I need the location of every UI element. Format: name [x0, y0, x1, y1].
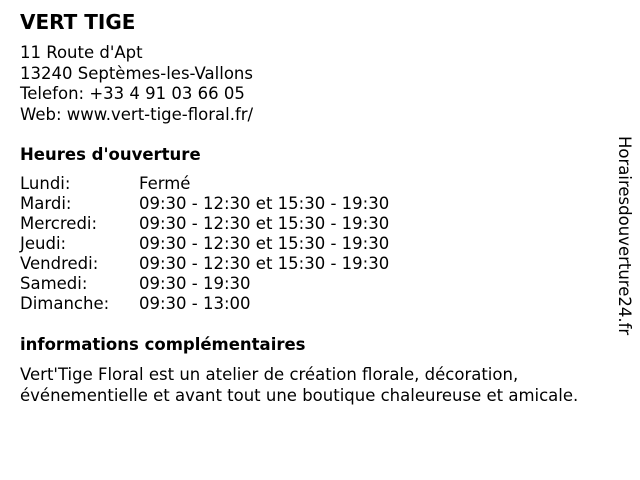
day-label: Mercredi:	[20, 214, 98, 233]
day-label: Vendredi:	[20, 254, 99, 273]
day-hours: 09:30 - 12:30 et 15:30 - 19:30	[139, 234, 390, 253]
day-label: Lundi:	[20, 174, 71, 193]
day-label: Mardi:	[20, 194, 72, 213]
phone-number: Telefon: +33 4 91 03 66 05	[20, 84, 245, 103]
day-hours: 09:30 - 12:30 et 15:30 - 19:30	[139, 194, 390, 213]
website: Web: www.vert-tige-floral.fr/	[20, 104, 254, 124]
day-hours: 09:30 - 19:30	[139, 274, 251, 293]
day-label: Samedi:	[20, 274, 88, 293]
description-line: événementielle et avant tout une boutique chaleureuse et amicale.	[20, 386, 579, 405]
day-label: Dimanche:	[20, 294, 110, 313]
day-hours: 09:30 - 12:30 et 15:30 - 19:30	[139, 254, 390, 273]
description-line: Vert'Tige Floral est un atelier de création florale, décoration,	[20, 365, 519, 384]
address-street: 11 Route d'Apt	[20, 43, 143, 62]
day-hours: 09:30 - 13:00	[139, 294, 251, 313]
day-hours: Fermé	[139, 174, 191, 193]
day-hours: 09:30 - 12:30 et 15:30 - 19:30	[139, 214, 390, 233]
address-block	[20, 43, 253, 125]
address-city: 13240 Septèmes-les-Vallons	[20, 63, 253, 83]
additional-info-heading: informations complémentaires	[20, 335, 306, 354]
business-name: VERT TIGE	[20, 10, 136, 34]
opening-hours-heading: Heures d'ouverture	[20, 145, 201, 164]
site-watermark: Horairesdouverture24.fr	[615, 136, 634, 336]
business-description	[20, 364, 620, 406]
day-label: Jeudi:	[20, 234, 67, 253]
